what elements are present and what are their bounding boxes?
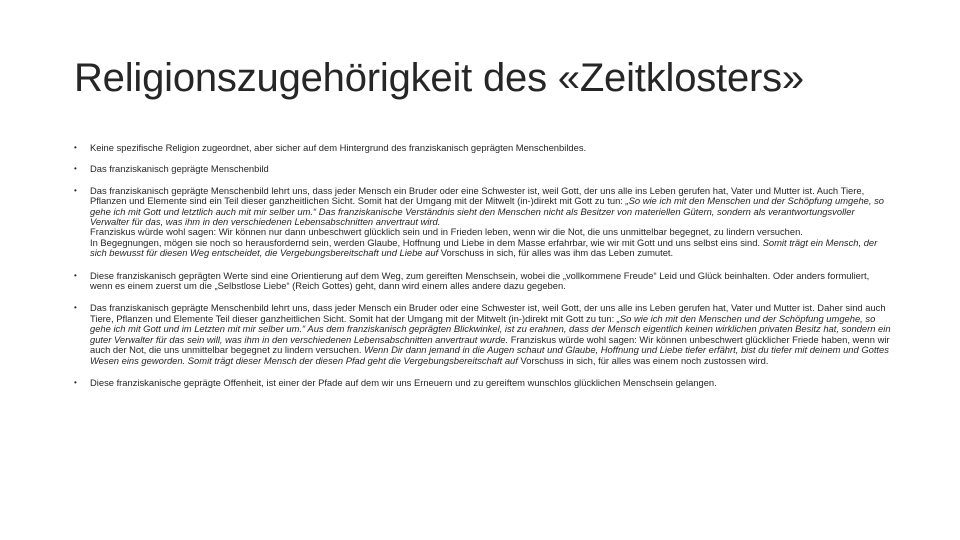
paragraph-quote: „So wie ich mit den Menschen und der Schöpfung umgehe, so gehe ich mit Gott und im Letzten mit mir selber um.“ Aus dem franziskanisch geprägten Blickwinkel, ist zu erahnen, dass der Mensch eigentlich keinen wirklichen privaten Besitz hat, sondern ein guter Verwalter für das sein will, was ihm in den verschiedenen Lebensabschnitten anvertraut wurde. bbox=[90, 312, 891, 345]
paragraph-text: Vorschuss in sich, für alles was ihm das Leben zumutet. bbox=[438, 247, 674, 259]
bullet-item-2 bbox=[74, 164, 892, 174]
bullet-text: Das franziskanisch geprägte Menschenbild bbox=[90, 163, 269, 175]
paragraph-2: Franziskus würde wohl sagen: Wir können nur dann unbeschwert glücklich sein und in Frieden leben, wenn wir die Not, die uns unmittelbar begegnet, zu lindern versuchen. bbox=[90, 226, 803, 238]
bullet-item-5 bbox=[74, 303, 892, 365]
bullet-text: Diese franziskanische geprägte Offenheit, ist einer der Pfade auf dem wir uns Erneuern und zu gereiftem wunschlos glücklichen Menschsein gelangen. bbox=[90, 376, 717, 388]
paragraph-text: In Begegnungen, mögen sie noch so herausfordernd sein, werden Glaube, Hoffnung und Liebe in dem Masse erfahrbar, wie wir mit Gott und uns selbst eins sind. bbox=[90, 236, 763, 248]
bullet-list bbox=[74, 143, 892, 388]
paragraph-1 bbox=[90, 186, 892, 228]
bullet-item-3 bbox=[74, 186, 892, 259]
bullet-text: Keine spezifische Religion zugeordnet, aber sicher auf dem Hintergrund des franziskanisch geprägten Menschenbildes. bbox=[90, 142, 587, 153]
paragraph-text: Das franziskanisch geprägte Menschenbild lehrt uns, dass jeder Mensch ein Bruder oder eine Schwester ist, weil Gott, der uns alle ins Leben gerufen hat, Vater und Mutter ist. Daher sind auch Tiere, Pflanzen und Elemente Teil dieser ganzheitlichen Sicht. Somit hat der Umgang mit der Mitwelt (in-)direkt mit Gott zu tun: bbox=[90, 302, 886, 324]
bullet-item-1 bbox=[74, 143, 892, 153]
paragraph-emphasis: Somit trägt ein Mensch, der sich bewusst für diesen Weg entscheidet, die Vergebungsbereitschaft und Liebe auf bbox=[90, 236, 878, 259]
paragraph-text: Vorschuss in sich, für alles was einem noch zustossen wird. bbox=[517, 354, 769, 366]
paragraph-3 bbox=[90, 238, 892, 259]
paragraph-text: Franziskus würde wohl sagen: Wir können unbeschwert glücklicher Friede haben, wenn wir auch der Not, die uns unmittelbar begegnet zu lindern versuchen. bbox=[90, 333, 890, 356]
bullet-item-6 bbox=[74, 378, 892, 388]
bullet-item-4 bbox=[74, 271, 892, 292]
bullet-text: Diese franziskanisch geprägten Werte sind eine Orientierung auf dem Weg, zum gereiften Menschsein, wobei die „vollkommene Freude“ Leid und Glück beinhalten. Oder anders formuliert, wenn es einem zuerst um die „Selbstlose Liebe“ (Reich Gottes) geht, dann wird einem alles andere dazu gegeben. bbox=[90, 269, 870, 292]
paragraph-emphasis: Wenn Dir dann jemand in die Augen schaut und Glaube, Hoffnung und Liebe tiefer erfährt, bist du tiefer mit deinem und Gottes Wesen eins geworden. Somit trägt dieser Mensch der diesen Pfad geht die Vergebungsbereitschaft auf bbox=[90, 344, 889, 366]
paragraph-text: Das franziskanisch geprägte Menschenbild lehrt uns, dass jeder Mensch ein Bruder oder eine Schwester ist, weil Gott, der uns alle ins Leben gerufen hat, Vater und Mutter ist. Auch Tiere, Pflanzen und Elemente sind ein Teil dieser ganzheitlichen Sicht. Somit hat der Umgang mit der Mitwelt (in-)direkt mit Gott zu tun: bbox=[90, 184, 865, 207]
slide-title: Religionszugehörigkeit des «Zeitklosters» bbox=[74, 56, 804, 100]
paragraph-quote: „So wie ich mit den Menschen und der Schöpfung umgehe, so gehe ich mit Gott und letztlich auch mit mir selber um.“ Das franziskanische Verständnis sieht den Menschen nicht als Besitzer von materiellen Gütern, sondern als verantwortungsvoller Verwalter für das, was ihm in den verschiedenen Lebensabschnitten anvertraut wird. bbox=[90, 195, 884, 228]
